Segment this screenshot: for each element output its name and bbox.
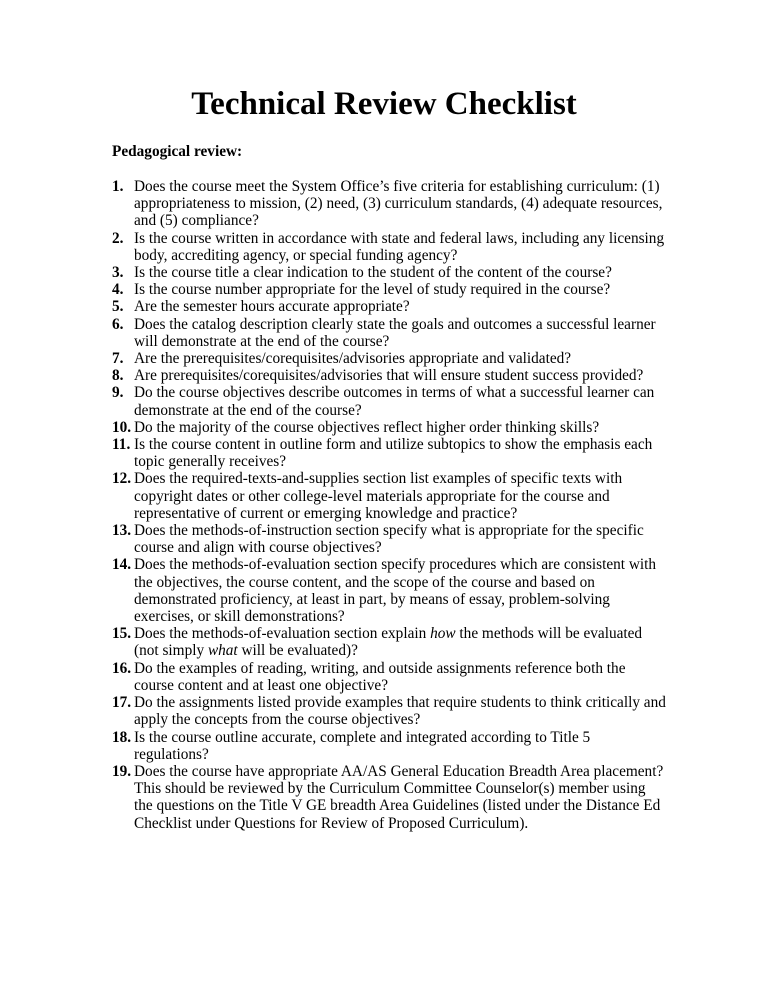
item-number: 15. bbox=[112, 625, 132, 643]
item-number: 14. bbox=[112, 556, 132, 574]
checklist-item bbox=[112, 763, 668, 832]
item-text: Is the course written in accordance with state and federal laws, including any licensing body, accrediting agency, or special funding agency? bbox=[134, 229, 665, 264]
checklist bbox=[112, 178, 668, 832]
item-number: 3. bbox=[112, 264, 124, 282]
item-number: 8. bbox=[112, 367, 124, 385]
item-number: 13. bbox=[112, 522, 132, 540]
item-text: Are the semester hours accurate appropriate? bbox=[134, 298, 410, 316]
checklist-item bbox=[112, 367, 668, 384]
item-text: will be evaluated)? bbox=[237, 642, 358, 660]
section-heading: Pedagogical review: bbox=[112, 143, 243, 160]
item-number: 17. bbox=[112, 694, 132, 712]
checklist-item bbox=[112, 729, 668, 763]
item-text: Do the examples of reading, writing, and outside assignments reference both the course content and at least one objective? bbox=[134, 659, 626, 694]
checklist-item bbox=[112, 384, 668, 418]
checklist-item bbox=[112, 264, 668, 281]
item-text: Are the prerequisites/corequisites/advisories appropriate and validated? bbox=[134, 350, 572, 368]
checklist-item bbox=[112, 522, 668, 556]
checklist-item bbox=[112, 178, 668, 230]
checklist-item bbox=[112, 298, 668, 315]
item-text: Does the catalog description clearly state the goals and outcomes a successful learner will demonstrate at the end of the course? bbox=[134, 315, 656, 350]
item-number: 19. bbox=[112, 762, 132, 780]
item-number: 12. bbox=[112, 470, 132, 488]
checklist-item bbox=[112, 316, 668, 350]
item-emphasis: what bbox=[207, 642, 238, 660]
item-text: Are prerequisites/corequisites/advisories that will ensure student success provided? bbox=[134, 367, 644, 385]
item-text: Is the course outline accurate, complete and integrated according to Title 5 regulations? bbox=[134, 728, 591, 763]
item-number: 6. bbox=[112, 315, 124, 333]
item-text: Does the course have appropriate AA/AS General Education Breadth Area placement? This should be reviewed by the Curriculum Committee Counselor(s) member using the questions on the Title V GE breadth Area Guidelines (listed under the Distance Ed Checklist under Questions for Review of Proposed Curriculum). bbox=[134, 762, 664, 832]
item-number: 16. bbox=[112, 659, 132, 677]
checklist-item bbox=[112, 660, 668, 694]
item-number: 4. bbox=[112, 281, 124, 299]
item-text: Is the course content in outline form and utilize subtopics to show the emphasis each topic generally receives? bbox=[134, 436, 653, 471]
checklist-item bbox=[112, 230, 668, 264]
item-number: 18. bbox=[112, 728, 132, 746]
item-emphasis: how bbox=[430, 625, 456, 643]
item-number: 5. bbox=[112, 298, 124, 316]
checklist-item bbox=[112, 281, 668, 298]
item-number: 1. bbox=[112, 178, 124, 195]
item-number: 9. bbox=[112, 384, 124, 402]
checklist-item bbox=[112, 419, 668, 436]
checklist-item bbox=[112, 470, 668, 522]
item-number: 10. bbox=[112, 418, 132, 436]
item-text: Does the required-texts-and-supplies section list examples of specific texts with copyright dates or other college-level materials appropriate for the course and representative of current or emerging knowledge and practice? bbox=[134, 470, 623, 522]
checklist-item bbox=[112, 694, 668, 728]
checklist-item bbox=[112, 556, 668, 625]
item-number: 2. bbox=[112, 229, 124, 247]
item-text: Does the methods-of-instruction section specify what is appropriate for the specific course and align with course objectives? bbox=[134, 522, 644, 557]
checklist-item bbox=[112, 625, 668, 659]
item-text: Do the assignments listed provide examples that require students to think critically and apply the concepts from the course objectives? bbox=[134, 694, 666, 729]
checklist-item bbox=[112, 436, 668, 470]
item-text: Do the course objectives describe outcomes in terms of what a successful learner can demonstrate at the end of the course? bbox=[134, 384, 655, 419]
item-text: Is the course number appropriate for the level of study required in the course? bbox=[134, 281, 611, 299]
item-text: Does the methods-of-evaluation section specify procedures which are consistent with the objectives, the course content, and the scope of the course and based on demonstrated proficiency, at least in part, by means of essay, problem-solving exercises, or skill demonstrations? bbox=[134, 556, 657, 626]
item-number: 11. bbox=[112, 436, 131, 454]
page-title: Technical Review Checklist bbox=[191, 86, 577, 122]
item-number: 7. bbox=[112, 350, 124, 368]
item-text: the methods will be evaluated (not simply bbox=[134, 625, 643, 660]
item-text: Is the course title a clear indication to the student of the content of the course? bbox=[134, 264, 612, 282]
checklist-item bbox=[112, 350, 668, 367]
item-text: Does the methods-of-evaluation section explain bbox=[134, 625, 431, 643]
item-text: Do the majority of the course objectives reflect higher order thinking skills? bbox=[134, 418, 600, 436]
item-text: Does the course meet the System Office’s five criteria for establishing curriculum: (1) appropriateness to mission, (2) need, (3) curriculum standards, (4) adequate resources, and (5) compliance? bbox=[134, 178, 663, 230]
